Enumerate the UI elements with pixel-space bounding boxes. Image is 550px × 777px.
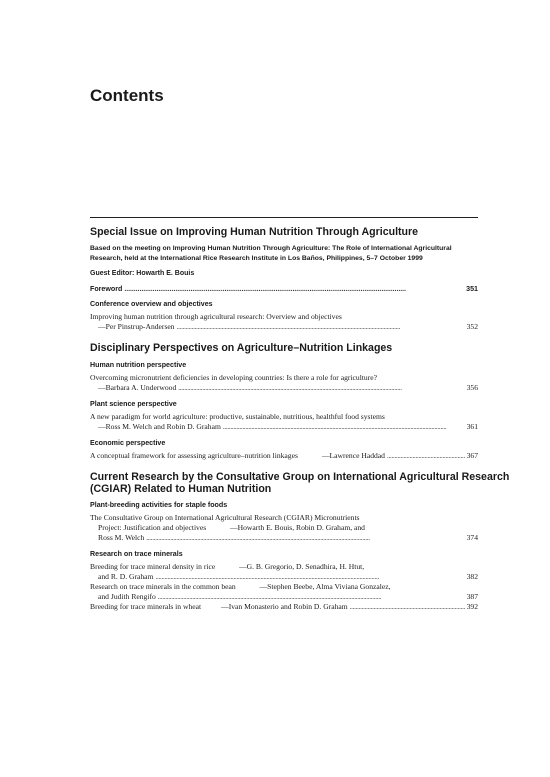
toc-entry[interactable] [90, 412, 478, 432]
entry-author: —G. B. Gregorio, D. Senadhira, H. Htut, [239, 562, 365, 571]
entry-author: —Lawrence Haddad [321, 451, 385, 460]
entry-title: Improving human nutrition through agricultural research: Overview and objectives [90, 312, 342, 321]
toc-entry[interactable] [90, 451, 478, 461]
page-title: Contents [90, 86, 164, 105]
entry-title: Research on trace minerals in the common bean [90, 582, 236, 591]
section-cgiar-research [90, 471, 510, 612]
page-number: 392 [466, 602, 478, 611]
table-of-contents [90, 226, 510, 612]
subsection-heading: Plant-breeding activities for staple foods [90, 501, 228, 509]
section-divider [90, 217, 478, 218]
section-title: Special Issue on Improving Human Nutrition Through Agriculture [90, 226, 419, 238]
entry-title: A new paradigm for world agriculture: productive, sustainable, nutritious, healthful food systems [90, 412, 385, 421]
section-disciplinary-perspectives [90, 342, 478, 461]
page-number: 351 [466, 285, 478, 293]
subsection-heading: Human nutrition perspective [90, 361, 187, 369]
entry-title: The Consultative Group on International Agricultural Research (CGIAR) Micronutrients [90, 513, 360, 522]
subsection-heading: Economic perspective [90, 439, 166, 447]
dot-leader [177, 322, 465, 332]
subsection-heading: Research on trace minerals [90, 550, 183, 558]
toc-entry[interactable] [90, 602, 478, 612]
toc-entry[interactable] [90, 582, 478, 602]
page-number: 361 [466, 422, 478, 431]
entry-author-cont: and R. D. Graham [98, 572, 154, 581]
toc-entry[interactable] [90, 513, 478, 543]
dot-leader [178, 383, 464, 393]
entry-author: —Ross M. Welch and Robin D. Graham [98, 422, 221, 431]
dot-leader [350, 602, 465, 612]
subsection-heading: Plant science perspective [90, 400, 177, 408]
section-title: Current Research by the Consultative Group on International Agricultural Research (CGIAR) Related to Human Nutrition [90, 471, 510, 495]
entry-title: A conceptual framework for assessing agriculture–nutrition linkages [90, 451, 298, 460]
entry-title: Overcoming micronutrient deficiencies in developing countries: Is there a role for agriculture? [90, 373, 377, 382]
dot-leader [124, 285, 464, 293]
entry-title: Breeding for trace mineral density in rice [90, 562, 216, 571]
entry-author: —Barbara A. Underwood [98, 383, 177, 392]
dot-leader [155, 572, 464, 582]
toc-entry[interactable] [90, 312, 478, 332]
guest-editor: Guest Editor: Howarth E. Bouis [90, 270, 195, 277]
entry-author-cont: and Judith Rengifo [98, 592, 156, 601]
entry-author: —Per Pinstrup-Andersen [98, 322, 175, 331]
section-title: Disciplinary Perspectives on Agriculture–Nutrition Linkages [90, 342, 393, 354]
page-number: 374 [466, 533, 478, 542]
dot-leader [158, 592, 465, 602]
entry-author-cont: Ross M. Welch [98, 533, 145, 542]
page-number: 352 [466, 322, 478, 331]
toc-entry[interactable] [90, 373, 478, 393]
toc-entry-foreword[interactable] [90, 285, 478, 293]
page-number: 382 [466, 572, 478, 581]
section-special-issue [90, 226, 478, 332]
entry-author: —Howarth E. Bouis, Robin D. Graham, and [230, 523, 365, 532]
subsection-heading: Conference overview and objectives [90, 300, 213, 308]
page-number: 387 [466, 592, 478, 601]
page-number: 367 [466, 451, 478, 460]
entry-author: —Ivan Monasterio and Robin D. Graham [221, 602, 348, 611]
toc-entry[interactable] [90, 562, 478, 582]
dot-leader [223, 422, 465, 432]
page-number: 356 [466, 383, 478, 392]
dot-leader [146, 533, 464, 543]
dot-leader [387, 451, 465, 461]
entry-title-cont: Project: Justification and objectives [98, 523, 207, 532]
entry-author: —Stephen Beebe, Alma Viviana Gonzalez, [259, 582, 391, 591]
entry-title: Breeding for trace minerals in wheat [90, 602, 202, 611]
entry-title: Foreword [90, 285, 123, 293]
section-description: Based on the meeting on Improving Human Nutrition Through Agriculture: The Role of International Agricultural Research, held at the International Rice Research Institute in Los Baños, Philippines, 5–7 October 1999 [90, 245, 452, 262]
